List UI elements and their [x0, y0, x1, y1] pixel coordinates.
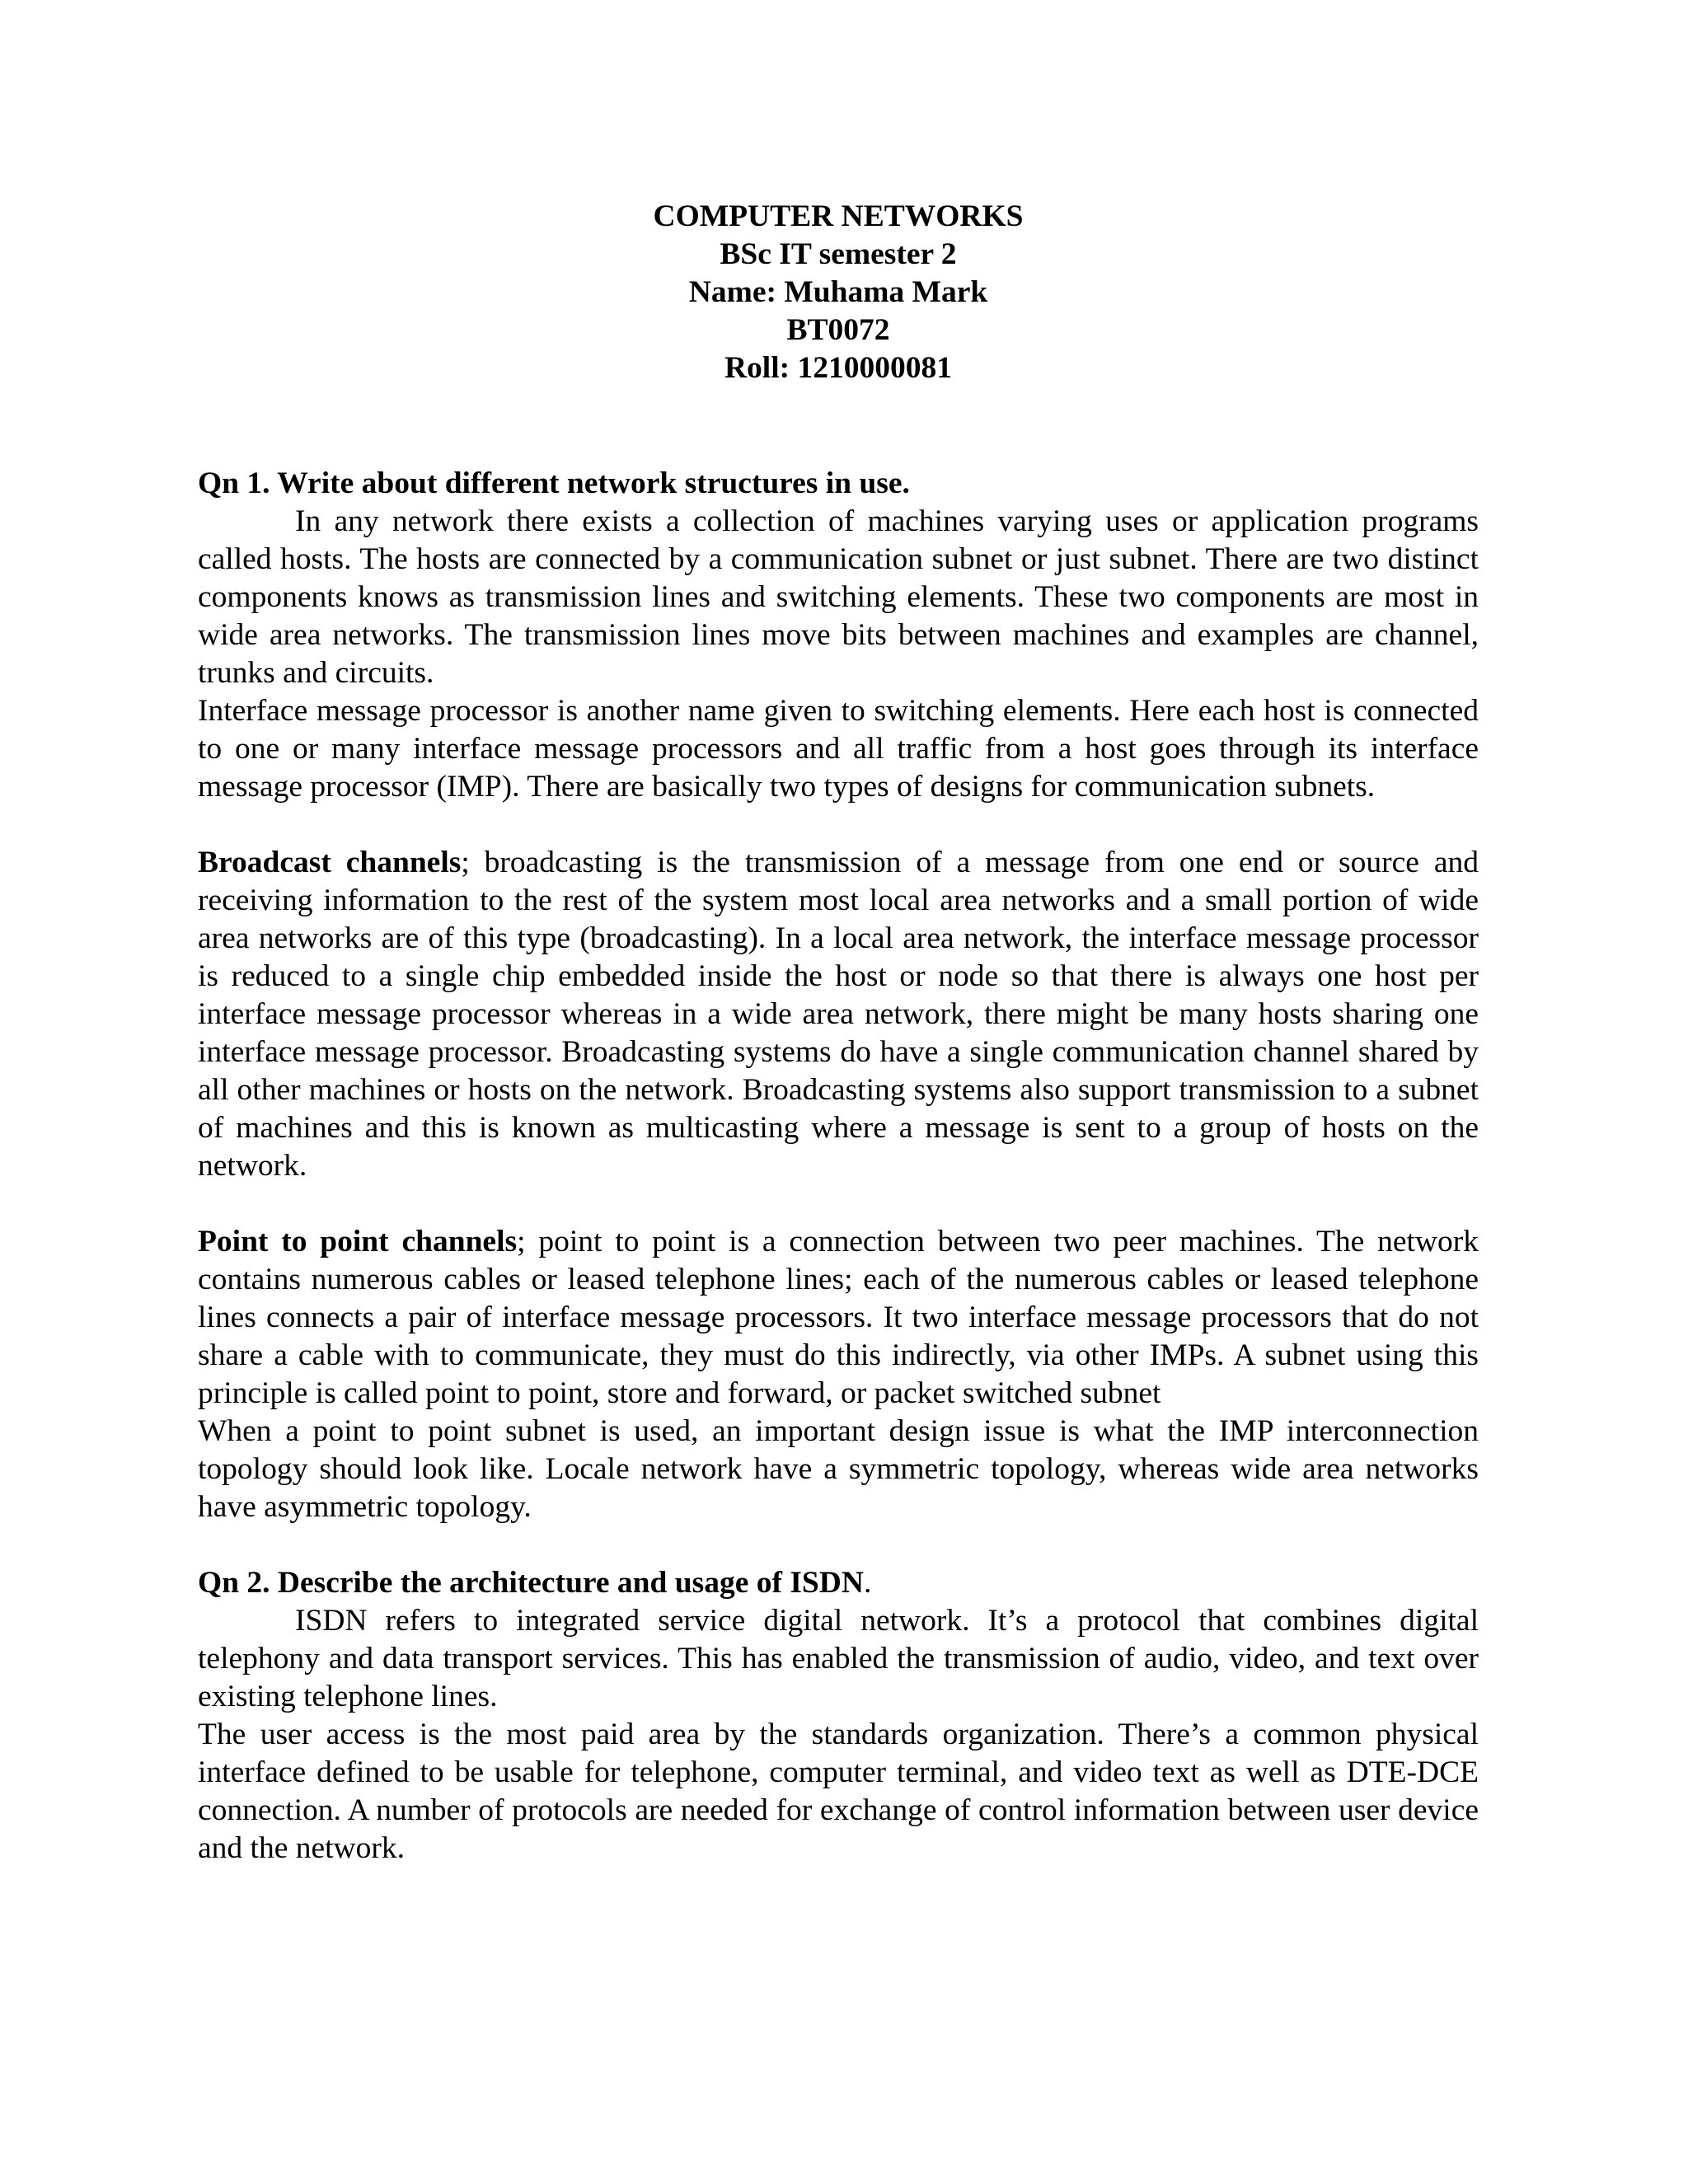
- broadcast-heading: Broadcast channels: [198, 846, 462, 879]
- paragraph-gap: [198, 1526, 1479, 1564]
- paragraph-gap: [198, 1185, 1479, 1223]
- document-body: [198, 198, 1479, 1868]
- student-name: Name: Muhama Mark: [688, 275, 988, 309]
- q1-paragraph-2: Interface message processor is another name given to switching elements. Here each host is connected to one or many interface message processors and all traffic from a host goes through its interface message processor (IMP). There are basically two types of designs for communication subnets.: [198, 694, 1479, 804]
- question-2-title-line: [198, 1564, 1479, 1602]
- document-header: [198, 198, 1479, 387]
- point-to-point-heading: Point to point channels: [198, 1225, 518, 1258]
- q1-paragraph-topology: When a point to point subnet is used, an important design issue is what the IMP interconnection topology should look like. Locale network have a symmetric topology, whereas wide area networks have asymmetric topology.: [198, 1414, 1479, 1524]
- point-to-point-text: ; point to point is a connection between two peer machines. The network contains numerous cables or leased telephone lines; each of the numerous cables or leased telephone lines connects a pair of interface message processors. It two interface message processors that do not share a cable with to communicate, they must do this indirectly, via other IMPs. A subnet using this principle is called point to point, store and forward, or packet switched subnet: [198, 1225, 1479, 1410]
- header-gap: [198, 387, 1479, 465]
- question-2-title: Qn 2. Describe the architecture and usage of ISDN: [198, 1566, 864, 1600]
- question-2-title-period: .: [863, 1566, 872, 1600]
- roll-number: Roll: 1210000081: [724, 351, 953, 385]
- q2-paragraph-1: ISDN refers to integrated service digital network. It’s a protocol that combines digital telephony and data transport services. This has enabled the transmission of audio, video, and text over existing telephone lines.: [198, 1604, 1479, 1713]
- question-1-title: Qn 1. Write about different network structures in use.: [198, 466, 910, 500]
- course-title: COMPUTER NETWORKS: [653, 199, 1024, 233]
- point-to-point-paragraph: [198, 1223, 1479, 1413]
- q2-paragraph-2: The user access is the most paid area by the standards organization. There’s a common physical interface defined to be usable for telephone, computer terminal, and video text as well as DTE-DCE connection. A number of protocols are needed for exchange of control information between user device and the network.: [198, 1718, 1479, 1865]
- paragraph-gap: [198, 806, 1479, 844]
- q1-paragraph-1: In any network there exists a collection of machines varying uses or application programs called hosts. The hosts are connected by a communication subnet or just subnet. There are two distinct components knows as transmission lines and switching elements. These two components are most in wide area networks. The transmission lines move bits between machines and examples are channel, trunks and circuits.: [198, 504, 1479, 690]
- course-code: BT0072: [786, 313, 890, 347]
- broadcast-text: ; broadcasting is the transmission of a message from one end or source and receiving information to the rest of the system most local area networks and a small portion of wide area networks are of this type (broadcasting). In a local area network, the interface message processor is reduced to a single chip embedded inside the host or node so that there is always one host per interface message processor whereas in a wide area network, there might be many hosts sharing one interface message processor. Broadcasting systems do have a single communication channel shared by all other machines or hosts on the network. Broadcasting systems also support transmission to a subnet of machines and this is known as multicasting where a message is sent to a group of hosts on the network.: [198, 846, 1479, 1183]
- broadcast-paragraph: [198, 844, 1479, 1185]
- program-line: BSc IT semester 2: [720, 237, 957, 271]
